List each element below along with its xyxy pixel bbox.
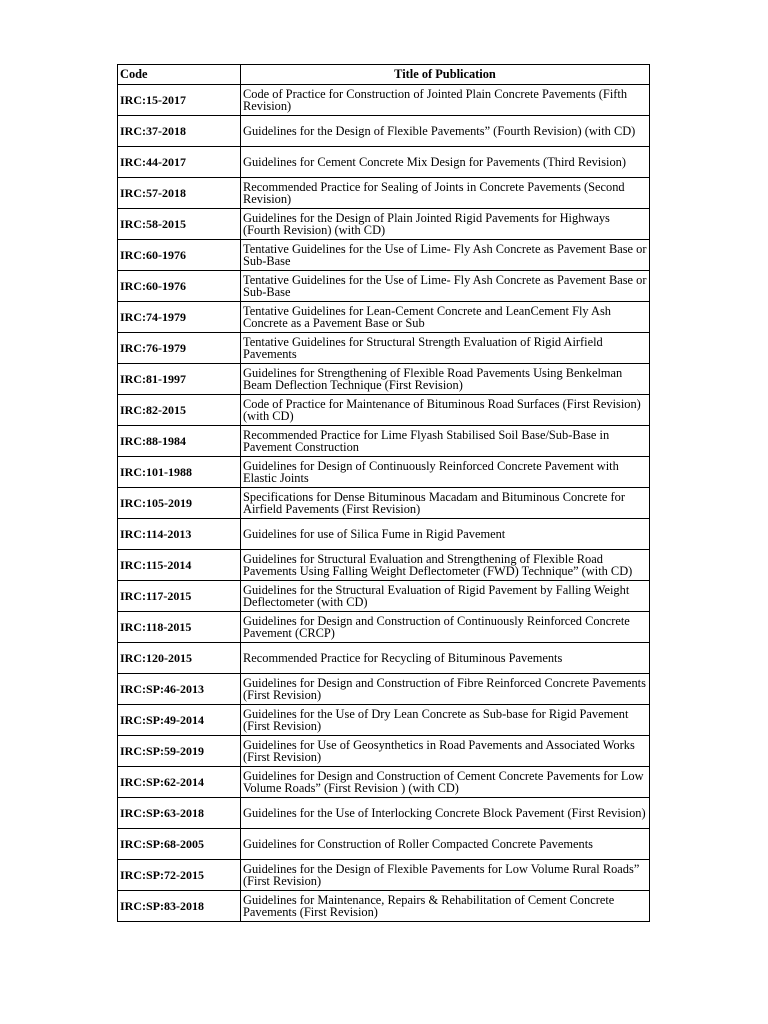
- publication-code: IRC:105-2019: [118, 488, 241, 519]
- publication-code: IRC:117-2015: [118, 581, 241, 612]
- publication-code: IRC:82-2015: [118, 395, 241, 426]
- table-row: [118, 829, 650, 860]
- publication-title: Guidelines for the Structural Evaluation of Rigid Pavement by Falling Weight Deflectometer (with CD): [241, 581, 650, 612]
- table-row: [118, 271, 650, 302]
- publication-title: Guidelines for Maintenance, Repairs & Rehabilitation of Cement Concrete Pavements (First Revision): [241, 891, 650, 922]
- table-row: [118, 488, 650, 519]
- table-row: [118, 612, 650, 643]
- publication-title: Guidelines for Design of Continuously Reinforced Concrete Pavement with Elastic Joints: [241, 457, 650, 488]
- table-row: [118, 736, 650, 767]
- table-row: [118, 550, 650, 581]
- publication-title: Guidelines for Structural Evaluation and Strengthening of Flexible Road Pavements Using Falling Weight Deflectometer (FWD) Technique” (with CD): [241, 550, 650, 581]
- publication-title: Recommended Practice for Recycling of Bituminous Pavements: [241, 643, 650, 674]
- publication-code: IRC:120-2015: [118, 643, 241, 674]
- publication-code: IRC:SP:62-2014: [118, 767, 241, 798]
- table-row: [118, 147, 650, 178]
- table-row: [118, 674, 650, 705]
- publication-code: IRC:118-2015: [118, 612, 241, 643]
- table-row: [118, 891, 650, 922]
- publication-code: IRC:60-1976: [118, 240, 241, 271]
- table-row: [118, 643, 650, 674]
- publication-code: IRC:SP:49-2014: [118, 705, 241, 736]
- header-code: Code: [118, 65, 241, 85]
- publication-title: Tentative Guidelines for the Use of Lime- Fly Ash Concrete as Pavement Base or Sub-Base: [241, 271, 650, 302]
- publication-title: Guidelines for Cement Concrete Mix Design for Pavements (Third Revision): [241, 147, 650, 178]
- publication-title: Tentative Guidelines for the Use of Lime- Fly Ash Concrete as Pavement Base or Sub-Base: [241, 240, 650, 271]
- publication-title: Guidelines for Use of Geosynthetics in Road Pavements and Associated Works (First Revision): [241, 736, 650, 767]
- table-row: [118, 364, 650, 395]
- publication-code: IRC:76-1979: [118, 333, 241, 364]
- publication-title: Guidelines for Design and Construction of Cement Concrete Pavements for Low Volume Roads” (First Revision ) (with CD): [241, 767, 650, 798]
- publication-title: Guidelines for use of Silica Fume in Rigid Pavement: [241, 519, 650, 550]
- table-header-row: [118, 65, 650, 85]
- publication-code: IRC:SP:63-2018: [118, 798, 241, 829]
- publication-code: IRC:60-1976: [118, 271, 241, 302]
- table-row: [118, 426, 650, 457]
- publication-title: Recommended Practice for Sealing of Joints in Concrete Pavements (Second Revision): [241, 178, 650, 209]
- publication-code: IRC:SP:46-2013: [118, 674, 241, 705]
- publication-title: Tentative Guidelines for Lean-Cement Concrete and LeanCement Fly Ash Concrete as a Pavement Base or Sub: [241, 302, 650, 333]
- publication-title: Tentative Guidelines for Structural Strength Evaluation of Rigid Airfield Pavements: [241, 333, 650, 364]
- table-body: [118, 85, 650, 922]
- table-row: [118, 395, 650, 426]
- publication-title: Guidelines for the Design of Plain Jointed Rigid Pavements for Highways (Fourth Revision) (with CD): [241, 209, 650, 240]
- table-row: [118, 581, 650, 612]
- publication-code: IRC:37-2018: [118, 116, 241, 147]
- publication-title: Guidelines for Design and Construction of Continuously Reinforced Concrete Pavement (CRCP): [241, 612, 650, 643]
- publication-code: IRC:88-1984: [118, 426, 241, 457]
- table-row: [118, 85, 650, 116]
- publication-code: IRC:SP:83-2018: [118, 891, 241, 922]
- table-row: [118, 798, 650, 829]
- table-row: [118, 240, 650, 271]
- table-row: [118, 860, 650, 891]
- publications-table: [117, 64, 650, 922]
- publication-title: Guidelines for the Use of Dry Lean Concrete as Sub-base for Rigid Pavement (First Revision): [241, 705, 650, 736]
- header-title: Title of Publication: [241, 65, 650, 85]
- table-row: [118, 116, 650, 147]
- table-row: [118, 209, 650, 240]
- publication-title: Guidelines for Strengthening of Flexible Road Pavements Using Benkelman Beam Deflection Technique (First Revision): [241, 364, 650, 395]
- publication-code: IRC:101-1988: [118, 457, 241, 488]
- publication-title: Guidelines for the Design of Flexible Pavements for Low Volume Rural Roads” (First Revision): [241, 860, 650, 891]
- publication-code: IRC:SP:72-2015: [118, 860, 241, 891]
- publication-code: IRC:44-2017: [118, 147, 241, 178]
- publication-code: IRC:81-1997: [118, 364, 241, 395]
- publication-title: Guidelines for the Use of Interlocking Concrete Block Pavement (First Revision): [241, 798, 650, 829]
- publication-title: Guidelines for the Design of Flexible Pavements” (Fourth Revision) (with CD): [241, 116, 650, 147]
- publication-title: Code of Practice for Maintenance of Bituminous Road Surfaces (First Revision) (with CD): [241, 395, 650, 426]
- publication-title: Code of Practice for Construction of Jointed Plain Concrete Pavements (Fifth Revision): [241, 85, 650, 116]
- publication-code: IRC:115-2014: [118, 550, 241, 581]
- publication-code: IRC:114-2013: [118, 519, 241, 550]
- publication-code: IRC:58-2015: [118, 209, 241, 240]
- publication-title: Specifications for Dense Bituminous Macadam and Bituminous Concrete for Airfield Pavements (First Revision): [241, 488, 650, 519]
- table-row: [118, 178, 650, 209]
- table-row: [118, 333, 650, 364]
- publication-code: IRC:74-1979: [118, 302, 241, 333]
- table-row: [118, 302, 650, 333]
- publication-code: IRC:SP:68-2005: [118, 829, 241, 860]
- table-row: [118, 705, 650, 736]
- publication-title: Recommended Practice for Lime Flyash Stabilised Soil Base/Sub-Base in Pavement Construction: [241, 426, 650, 457]
- publication-code: IRC:15-2017: [118, 85, 241, 116]
- publication-title: Guidelines for Design and Construction of Fibre Reinforced Concrete Pavements (First Revision): [241, 674, 650, 705]
- publication-code: IRC:SP:59-2019: [118, 736, 241, 767]
- table-row: [118, 519, 650, 550]
- table-row: [118, 457, 650, 488]
- publication-title: Guidelines for Construction of Roller Compacted Concrete Pavements: [241, 829, 650, 860]
- table-row: [118, 767, 650, 798]
- publication-code: IRC:57-2018: [118, 178, 241, 209]
